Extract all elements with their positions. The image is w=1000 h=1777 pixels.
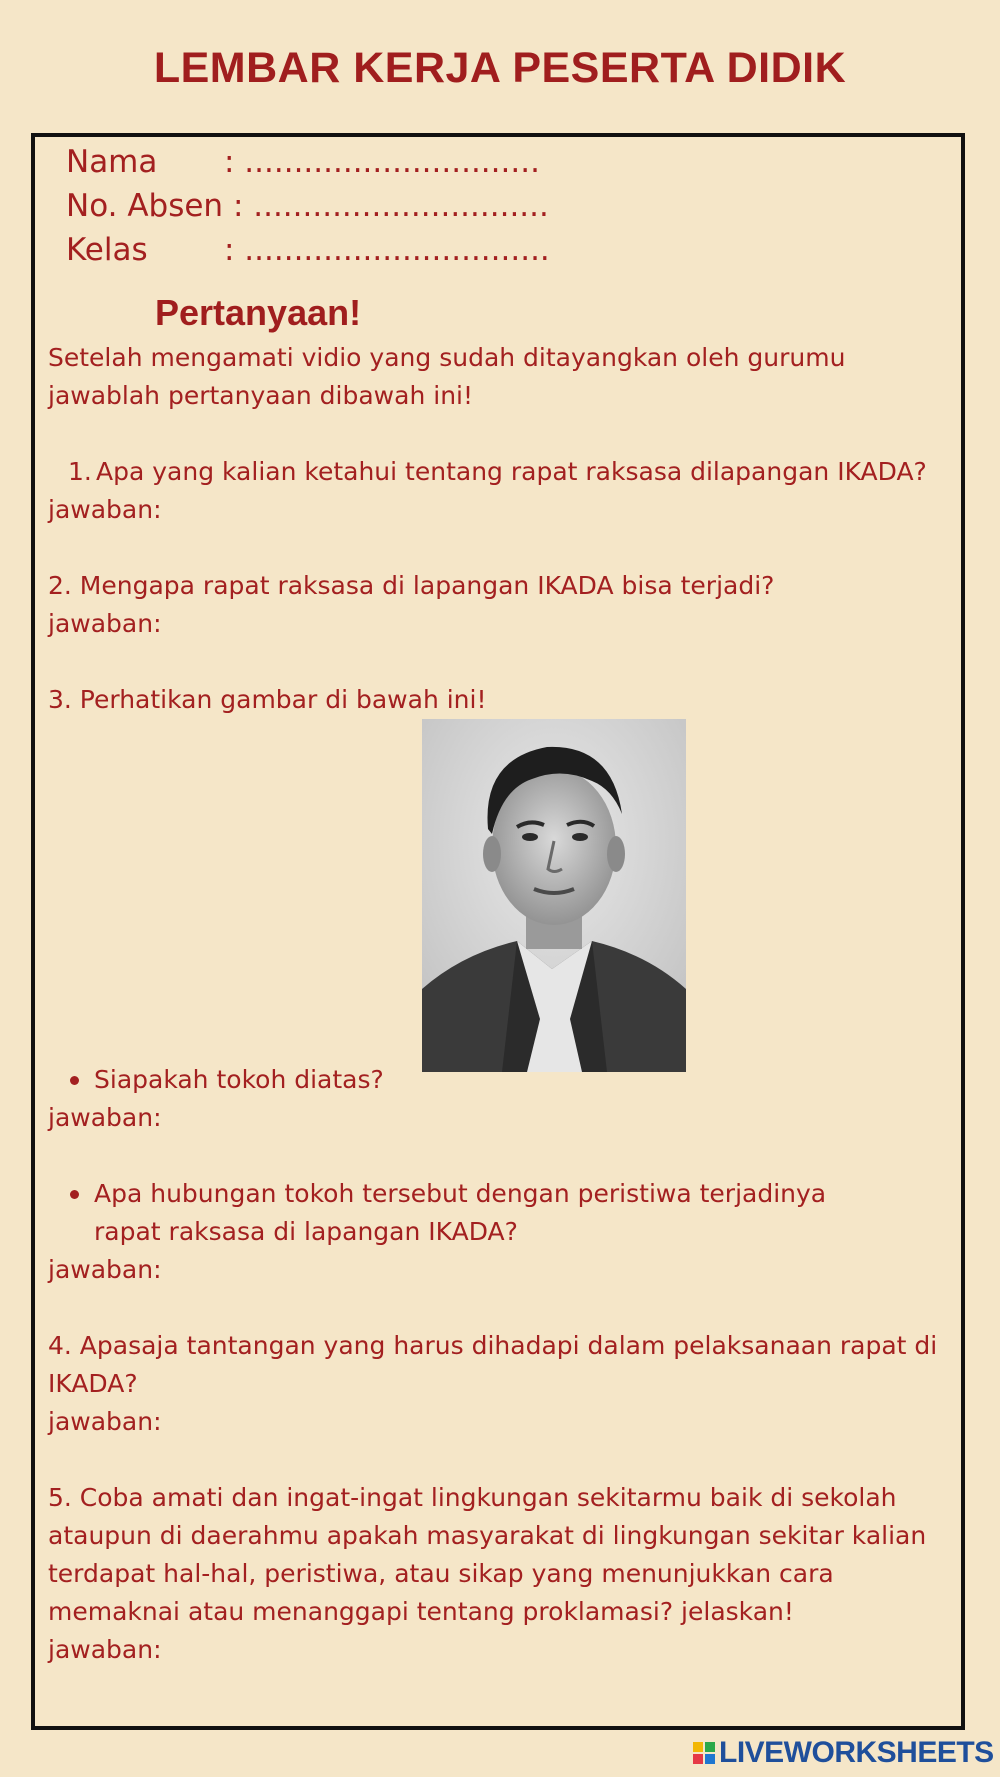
question-3-bullet-1-text: Siapakah tokoh diatas? xyxy=(94,1065,384,1094)
bullet-dot xyxy=(70,1190,79,1199)
liveworksheets-icon xyxy=(693,1742,715,1764)
question-1-number: 1. xyxy=(68,457,92,486)
question-5: 5. Coba amati dan ingat-ingat lingkungan sekitarmu baik di sekolah ataupun di daerahmu apakah masyarakat di lingkungan sekitar kalian terdapat hal-hal, peristiwa, atau sikap yang menunjukkan cara memaknai atau menanggapi tentang proklamasi? jelaskan! xyxy=(48,1483,927,1626)
answer-3b-label[interactable]: jawaban: xyxy=(48,1255,162,1284)
answer-4-label[interactable]: jawaban: xyxy=(48,1407,162,1436)
question-3-bullet-2 xyxy=(48,1175,948,1251)
answer-3a-label[interactable]: jawaban: xyxy=(48,1103,162,1132)
name-label: Nama xyxy=(66,144,158,180)
question-2: 2. Mengapa rapat raksasa di lapangan IKADA bisa terjadi? xyxy=(48,571,775,600)
question-3-bullet-2-text: Apa hubungan tokoh tersebut dengan peristiwa terjadinya rapat raksasa di lapangan IKADA? xyxy=(94,1179,827,1246)
worksheet-title: LEMBAR KERJA PESERTA DIDIK xyxy=(153,44,847,92)
question-4: 4. Apasaja tantangan yang harus dihadapi dalam pelaksanaan rapat di IKADA? xyxy=(48,1331,938,1398)
liveworksheets-logo[interactable] xyxy=(693,1736,994,1770)
bullet-dot xyxy=(70,1076,79,1085)
name-field[interactable]: : .............................. xyxy=(224,144,540,180)
question-1 xyxy=(48,453,948,491)
questions-heading: Pertanyaan! xyxy=(155,292,362,333)
absen-field[interactable]: : .............................. xyxy=(232,188,549,224)
name-row xyxy=(66,140,550,184)
question-3: 3. Perhatikan gambar di bawah ini! xyxy=(48,685,487,714)
identity-block xyxy=(66,140,550,272)
answer-1-label[interactable]: jawaban: xyxy=(48,495,162,524)
absen-label: No. Absen xyxy=(66,188,224,224)
intro-text: Setelah mengamati vidio yang sudah ditayangkan oleh gurumu jawablah pertanyaan dibawah ini! xyxy=(48,343,846,410)
class-label: Kelas xyxy=(66,232,148,268)
answer-2-label[interactable]: jawaban: xyxy=(48,609,162,638)
portrait-photo xyxy=(422,719,686,1072)
class-row xyxy=(66,228,550,272)
liveworksheets-logo-text: LIVEWORKSHEETS xyxy=(719,1736,994,1769)
class-field[interactable]: : ............................... xyxy=(224,232,550,268)
question-1-text: Apa yang kalian ketahui tentang rapat raksasa dilapangan IKADA? xyxy=(96,457,927,486)
answer-5-label[interactable]: jawaban: xyxy=(48,1635,162,1664)
absen-row xyxy=(66,184,550,228)
